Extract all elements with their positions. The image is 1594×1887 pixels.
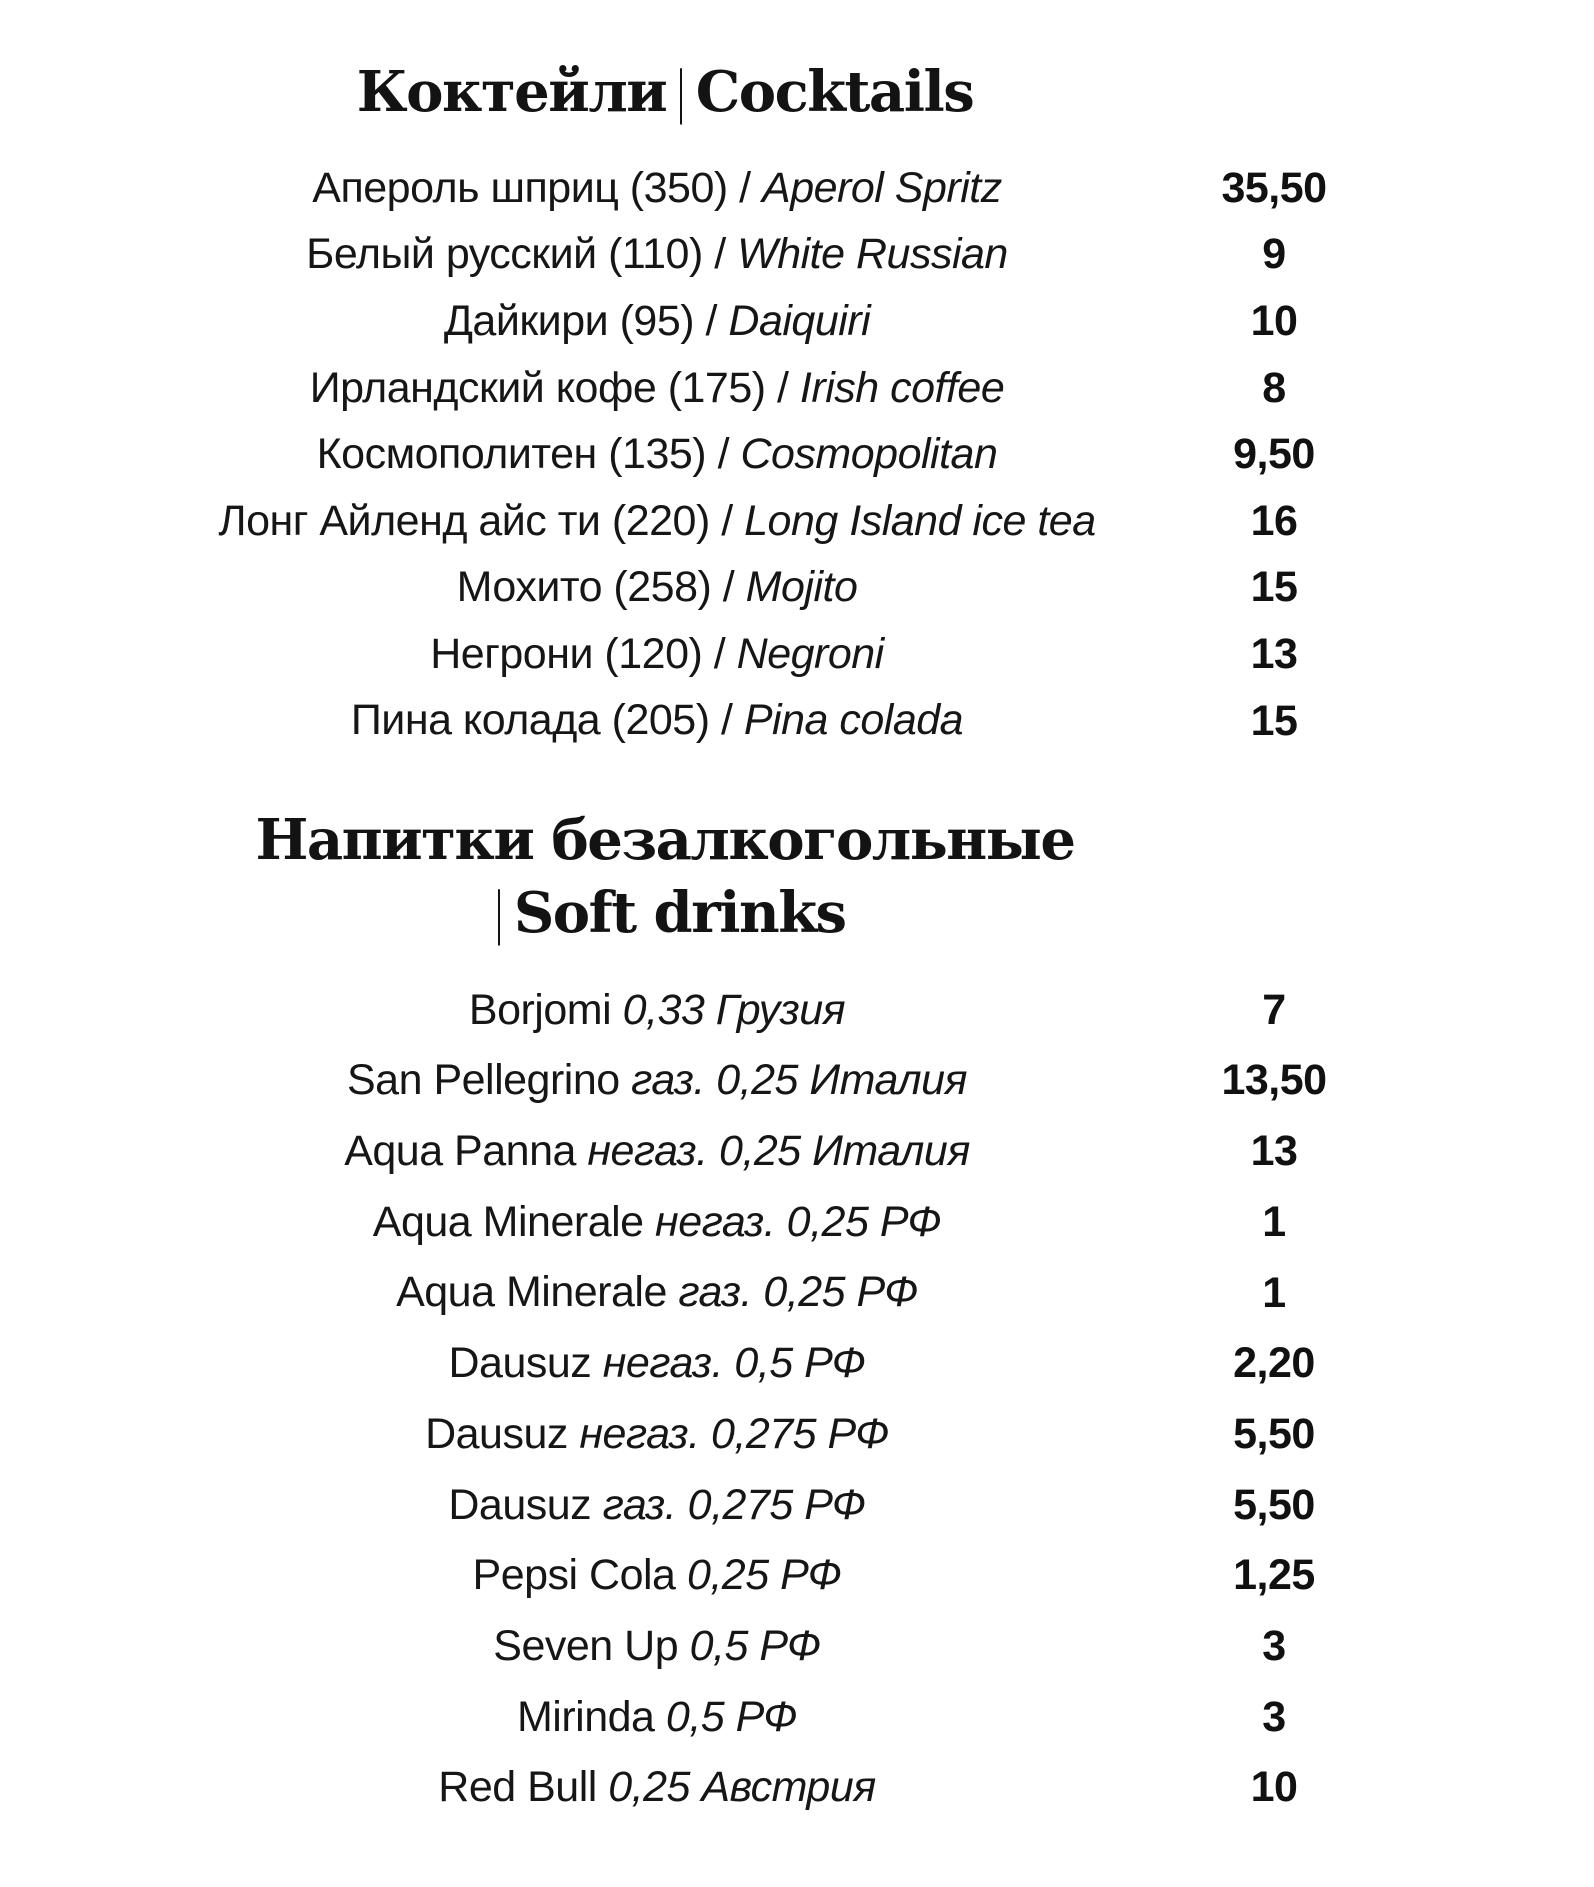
item-name-primary: Лонг Айленд айс ти (220) [218, 496, 710, 545]
item-name-primary: Апероль шприц (350) [312, 163, 728, 212]
item-name-separator [644, 1198, 655, 1246]
menu-item-row [0, 355, 1594, 422]
menu-section [0, 0, 1594, 754]
item-name-separator [568, 1410, 579, 1458]
item-name-secondary: 0,25 Австрия [608, 1763, 876, 1812]
item-name [150, 1270, 1164, 1315]
item-name-secondary: Daiquiri [728, 296, 871, 345]
menu-item-row [0, 421, 1594, 488]
item-name-primary: Дайкири (95) [443, 296, 695, 345]
item-name-secondary: Negroni [736, 629, 884, 678]
menu-item-row [0, 222, 1594, 289]
item-name-secondary: 0,5 РФ [665, 1692, 798, 1741]
item-name [150, 1129, 1164, 1174]
item-name [150, 1621, 1164, 1670]
menu-item-row [0, 1187, 1594, 1258]
item-name-secondary: Mojito [745, 563, 858, 612]
item-name-secondary: газ. 0,25 Италия [631, 1056, 968, 1105]
item-name-primary: Мохито (258) [456, 563, 712, 612]
item-name-separator [678, 1622, 689, 1670]
menu-item-row [0, 1399, 1594, 1470]
item-name-primary: Aqua Minerale [396, 1268, 667, 1317]
item-name-primary: Негрони (120) [430, 629, 703, 678]
item-name-separator [597, 1763, 608, 1811]
item-name-separator [667, 1268, 678, 1316]
item-name-separator: / [706, 430, 741, 479]
item-name-separator: / [711, 563, 746, 612]
item-name-secondary: Pina colada [743, 696, 964, 745]
item-name-primary: Белый русский (110) [306, 230, 703, 279]
item-name-separator [576, 1127, 587, 1175]
item-name-secondary: Cosmopolitan [740, 430, 998, 479]
menu-item-row [0, 1682, 1594, 1753]
item-name-primary: Borjomi [468, 985, 612, 1034]
item-name-primary: Ирландский кофе (175) [309, 363, 766, 412]
item-price: 3 [1262, 1692, 1286, 1741]
menu-item-row [0, 1470, 1594, 1541]
menu-item-row [0, 288, 1594, 355]
item-name-primary: Seven Up [493, 1621, 679, 1670]
title-separator-bar: | [677, 60, 685, 125]
menu-item-row [0, 688, 1594, 755]
item-price: 10 [1250, 296, 1298, 345]
item-name [150, 1058, 1164, 1103]
item-name-secondary: негаз. 0,25 РФ [655, 1197, 942, 1246]
item-name [150, 1480, 1164, 1529]
item-price: 3 [1262, 1621, 1286, 1670]
menu-item-row [0, 1611, 1594, 1682]
item-name-separator [675, 1551, 686, 1599]
item-name-primary: Космополитен (135) [316, 430, 707, 479]
item-price: 15 [1250, 696, 1298, 745]
item-name-primary: Pepsi Cola [472, 1551, 676, 1600]
item-name-primary: Dausuz [448, 1480, 592, 1529]
item-name [150, 296, 1164, 345]
item-name-separator: / [765, 363, 800, 412]
item-price: 8 [1262, 363, 1286, 412]
item-name-separator: / [709, 496, 745, 545]
menu-section [0, 754, 1594, 1823]
item-name-secondary: газ. 0,25 РФ [678, 1268, 918, 1317]
item-name-secondary: негаз. 0,25 Италия [587, 1127, 970, 1176]
item-name-secondary: газ. 0,275 РФ [602, 1480, 866, 1529]
item-name-primary: Red Bull [438, 1763, 597, 1812]
menu-item-row [0, 975, 1594, 1046]
menu-item-row [0, 155, 1594, 222]
item-name [150, 432, 1164, 477]
item-name-secondary: 0,33 Грузия [622, 985, 846, 1034]
item-name-separator: / [694, 296, 729, 345]
item-name-primary: Aqua Minerale [372, 1197, 644, 1246]
item-name-secondary: 0,25 РФ [686, 1551, 842, 1600]
item-name [150, 629, 1164, 678]
item-price: 15 [1250, 563, 1298, 612]
item-name-secondary: Irish coffee [799, 363, 1005, 412]
item-name-separator [611, 986, 622, 1034]
item-name-separator [654, 1693, 665, 1741]
item-name [150, 1692, 1164, 1741]
item-price: 10 [1250, 1763, 1298, 1812]
item-name [150, 163, 1164, 212]
item-name-separator: / [702, 629, 737, 678]
item-price: 35,50 [1221, 163, 1327, 212]
item-price: 2,20 [1233, 1339, 1315, 1388]
item-name [150, 1341, 1164, 1386]
item-price: 7 [1262, 985, 1286, 1034]
item-name-secondary: Aperol Spritz [762, 163, 1002, 212]
item-price: 16 [1250, 496, 1298, 545]
item-name-primary: Dausuz [448, 1339, 592, 1388]
item-price: 9,50 [1233, 430, 1315, 479]
title-separator-bar: | [495, 881, 504, 947]
item-price: 9 [1262, 230, 1286, 279]
menu-item-row [0, 1258, 1594, 1329]
item-name [150, 363, 1164, 412]
item-name-secondary: White Russian [737, 230, 1008, 279]
section-title [0, 59, 1594, 125]
section-title-en: Cocktails [695, 59, 974, 125]
item-name-secondary: 0,5 РФ [689, 1621, 821, 1670]
item-name [150, 1765, 1164, 1810]
item-name-primary: Dausuz [425, 1409, 568, 1458]
item-price: 1 [1262, 1197, 1286, 1246]
item-name [150, 565, 1164, 610]
item-name-primary: Aqua Panna [344, 1127, 576, 1176]
item-name [150, 1409, 1164, 1458]
section-title [0, 804, 1594, 951]
item-name-secondary: негаз. 0,5 РФ [602, 1339, 866, 1388]
item-name-separator: / [702, 230, 738, 279]
item-name [150, 1197, 1164, 1246]
item-price: 13,50 [1221, 1056, 1327, 1105]
item-name-separator: / [727, 163, 763, 212]
item-name-separator [591, 1339, 602, 1387]
section-items [0, 975, 1594, 1823]
item-price: 5,50 [1233, 1409, 1315, 1458]
menu-item-row [0, 1540, 1594, 1611]
menu-item-row [0, 488, 1594, 555]
item-name [150, 985, 1164, 1034]
section-title-ru: Коктейли [356, 59, 667, 125]
item-price: 5,50 [1233, 1480, 1315, 1529]
item-name-secondary: негаз. 0,275 РФ [579, 1409, 889, 1458]
item-name-separator: / [709, 696, 744, 745]
item-name-separator [620, 1056, 631, 1104]
menu-item-row [0, 1328, 1594, 1399]
menu-item-row [0, 1046, 1594, 1117]
section-title-ru: Напитки безалкогольные [255, 807, 1075, 874]
item-name-primary: San Pellegrino [346, 1056, 620, 1105]
menu-item-row [0, 1116, 1594, 1187]
menu-item-row [0, 555, 1594, 622]
menu-item-row [0, 1753, 1594, 1824]
item-price: 13 [1250, 1127, 1298, 1176]
item-name-secondary: Long Island ice tea [744, 496, 1096, 545]
item-price: 1 [1262, 1268, 1286, 1317]
item-name [150, 496, 1164, 545]
item-name-separator [591, 1481, 602, 1529]
section-title-en: Soft drinks [513, 880, 846, 947]
item-price: 1,25 [1233, 1551, 1315, 1600]
item-price: 13 [1250, 629, 1298, 678]
item-name [150, 232, 1164, 277]
item-name [150, 1553, 1164, 1598]
section-items [0, 155, 1594, 754]
menu-item-row [0, 621, 1594, 688]
item-name-primary: Пина колада (205) [350, 696, 710, 745]
item-name [150, 698, 1164, 743]
item-name-primary: Mirinda [516, 1692, 655, 1741]
